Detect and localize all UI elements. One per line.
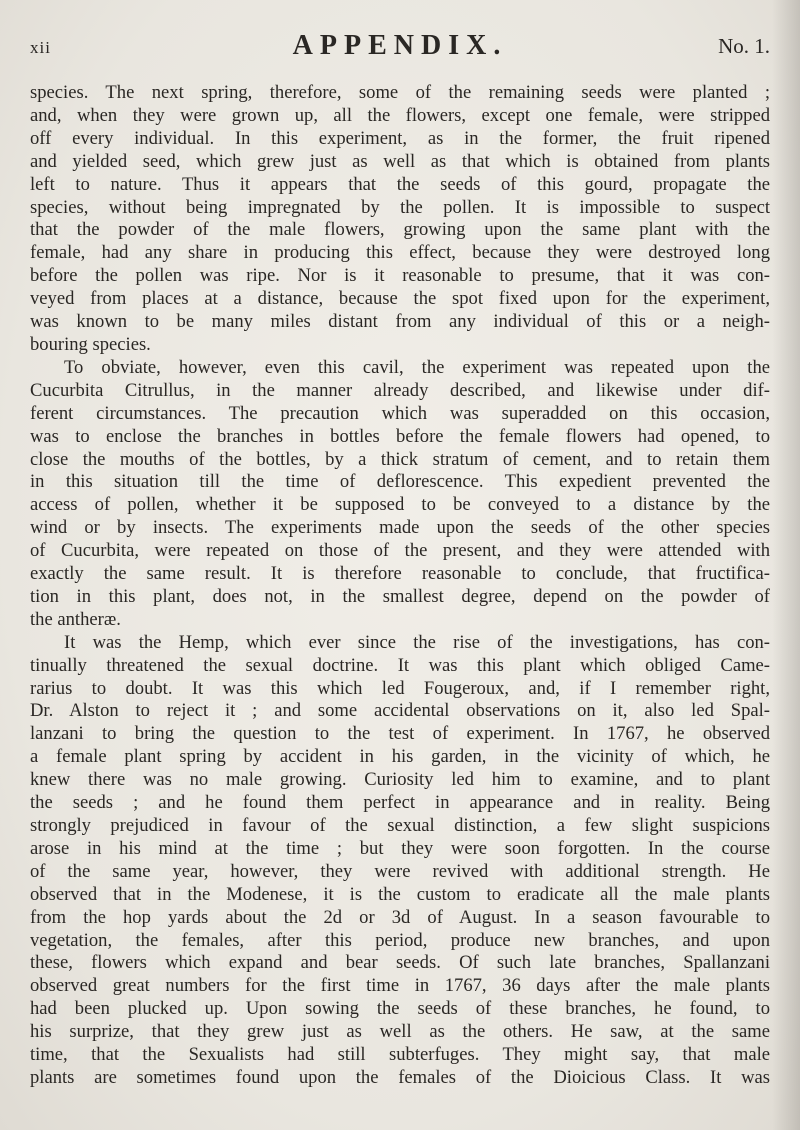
text-line: and, when they were grown up, all the flowers, except one female, were stripped [30, 104, 770, 126]
text-line: had been plucked up. Upon sowing the seeds of these branches, he found, to [30, 998, 770, 1020]
folio-number: xii [30, 38, 51, 57]
text-line: wind or by insects. The experiments made upon the seeds of the other species [30, 517, 770, 539]
text-line: his surprize, that they grew just as well as the others. He saw, at the same [30, 1021, 770, 1043]
page-edge-shadow [772, 0, 800, 1130]
text-line: of the same year, however, they were revived with additional strength. He [30, 860, 770, 882]
text-line: To obviate, however, even this cavil, the experiment was repeated upon the [64, 356, 770, 378]
text-line: these, flowers which expand and bear seeds. Of such late branches, Spallanzani [30, 952, 770, 974]
text-line: lanzani to bring the question to the test of experiment. In 1767, he observed [30, 723, 770, 745]
body-text [30, 82, 770, 1090]
text-line: species, without being impregnated by the pollen. It is impossible to suspect [30, 196, 770, 218]
text-line: of Cucurbita, were repeated on those of the present, and they were attended with [30, 540, 770, 562]
running-title: APPENDIX. [292, 30, 508, 61]
text-line: left to nature. Thus it appears that the seeds of this gourd, propagate the [30, 173, 770, 195]
text-line: tion in this plant, does not, in the smallest degree, depend on the powder of [30, 585, 770, 607]
text-line: time, that the Sexualists had still subterfuges. They might say, that male [30, 1044, 770, 1066]
text-line: in this situation till the time of deflorescence. This expedient prevented the [30, 471, 770, 493]
text-line: plants are sometimes found upon the females of the Dioicious Class. It was [30, 1066, 770, 1088]
appendix-number: No. 1. [718, 34, 770, 58]
text-line: species. The next spring, therefore, some of the remaining seeds were planted ; [30, 82, 770, 103]
text-line: that the powder of the male flowers, growing upon the same plant with the [30, 219, 770, 241]
text-line: before the pollen was ripe. Nor is it reasonable to presume, that it was con- [30, 265, 770, 287]
text-line: Dr. Alston to reject it ; and some accidental observations on it, also led Spal- [30, 700, 770, 722]
text-line: from the hop yards about the 2d or 3d of August. In a season favourable to [30, 906, 770, 928]
text-line: It was the Hemp, which ever since the rise of the investigations, has con- [64, 631, 770, 653]
text-line: ferent circumstances. The precaution which was superadded on this occasion, [30, 402, 770, 424]
text-line: was to enclose the branches in bottles before the female flowers had opened, to [30, 425, 770, 447]
text-line: veyed from places at a distance, because the spot fixed upon for the experiment, [30, 288, 770, 310]
text-line: and yielded seed, which grew just as well as that which is obtained from plants [30, 150, 770, 172]
text-line: rarius to doubt. It was this which led Fougeroux, and, if I remember right, [30, 677, 770, 699]
text-line: was known to be many miles distant from any individual of this or a neigh- [30, 311, 770, 333]
text-line: observed that in the Modenese, it is the custom to eradicate all the male plants [30, 883, 770, 905]
page-header [30, 30, 770, 70]
text-line: vegetation, the females, after this period, produce new branches, and upon [30, 929, 770, 951]
text-line: close the mouths of the bottles, by a thick stratum of cement, and to retain them [30, 448, 770, 470]
text-line: a female plant spring by accident in his garden, in the vicinity of which, he [30, 746, 770, 768]
text-line: Cucurbita Citrullus, in the manner already described, and likewise under dif- [30, 379, 770, 401]
text-line: bouring species. [30, 333, 151, 355]
text-line: strongly prejudiced in favour of the sexual distinction, a few slight suspicions [30, 815, 770, 836]
text-line: tinually threatened the sexual doctrine. It was this plant which obliged Came- [30, 654, 770, 676]
text-line: knew there was no male growing. Curiosity led him to examine, and to plant [30, 769, 770, 791]
text-line: exactly the same result. It is therefore reasonable to conclude, that fructifica- [30, 563, 770, 585]
text-line: off every individual. In this experiment, as in the former, the fruit ripened [30, 127, 770, 149]
text-line: the antheræ. [30, 608, 121, 630]
text-line: observed great numbers for the first time in 1767, 36 days after the male plants [30, 975, 770, 997]
text-line: female, had any share in producing this effect, because they were destroyed long [30, 242, 770, 264]
text-line: access of pollen, whether it be supposed to be conveyed to a distance by the [30, 494, 770, 516]
text-line: arose in his mind at the time ; but they were soon forgotten. In the course [30, 837, 770, 859]
text-line: the seeds ; and he found them perfect in appearance and in reality. Being [30, 792, 770, 814]
